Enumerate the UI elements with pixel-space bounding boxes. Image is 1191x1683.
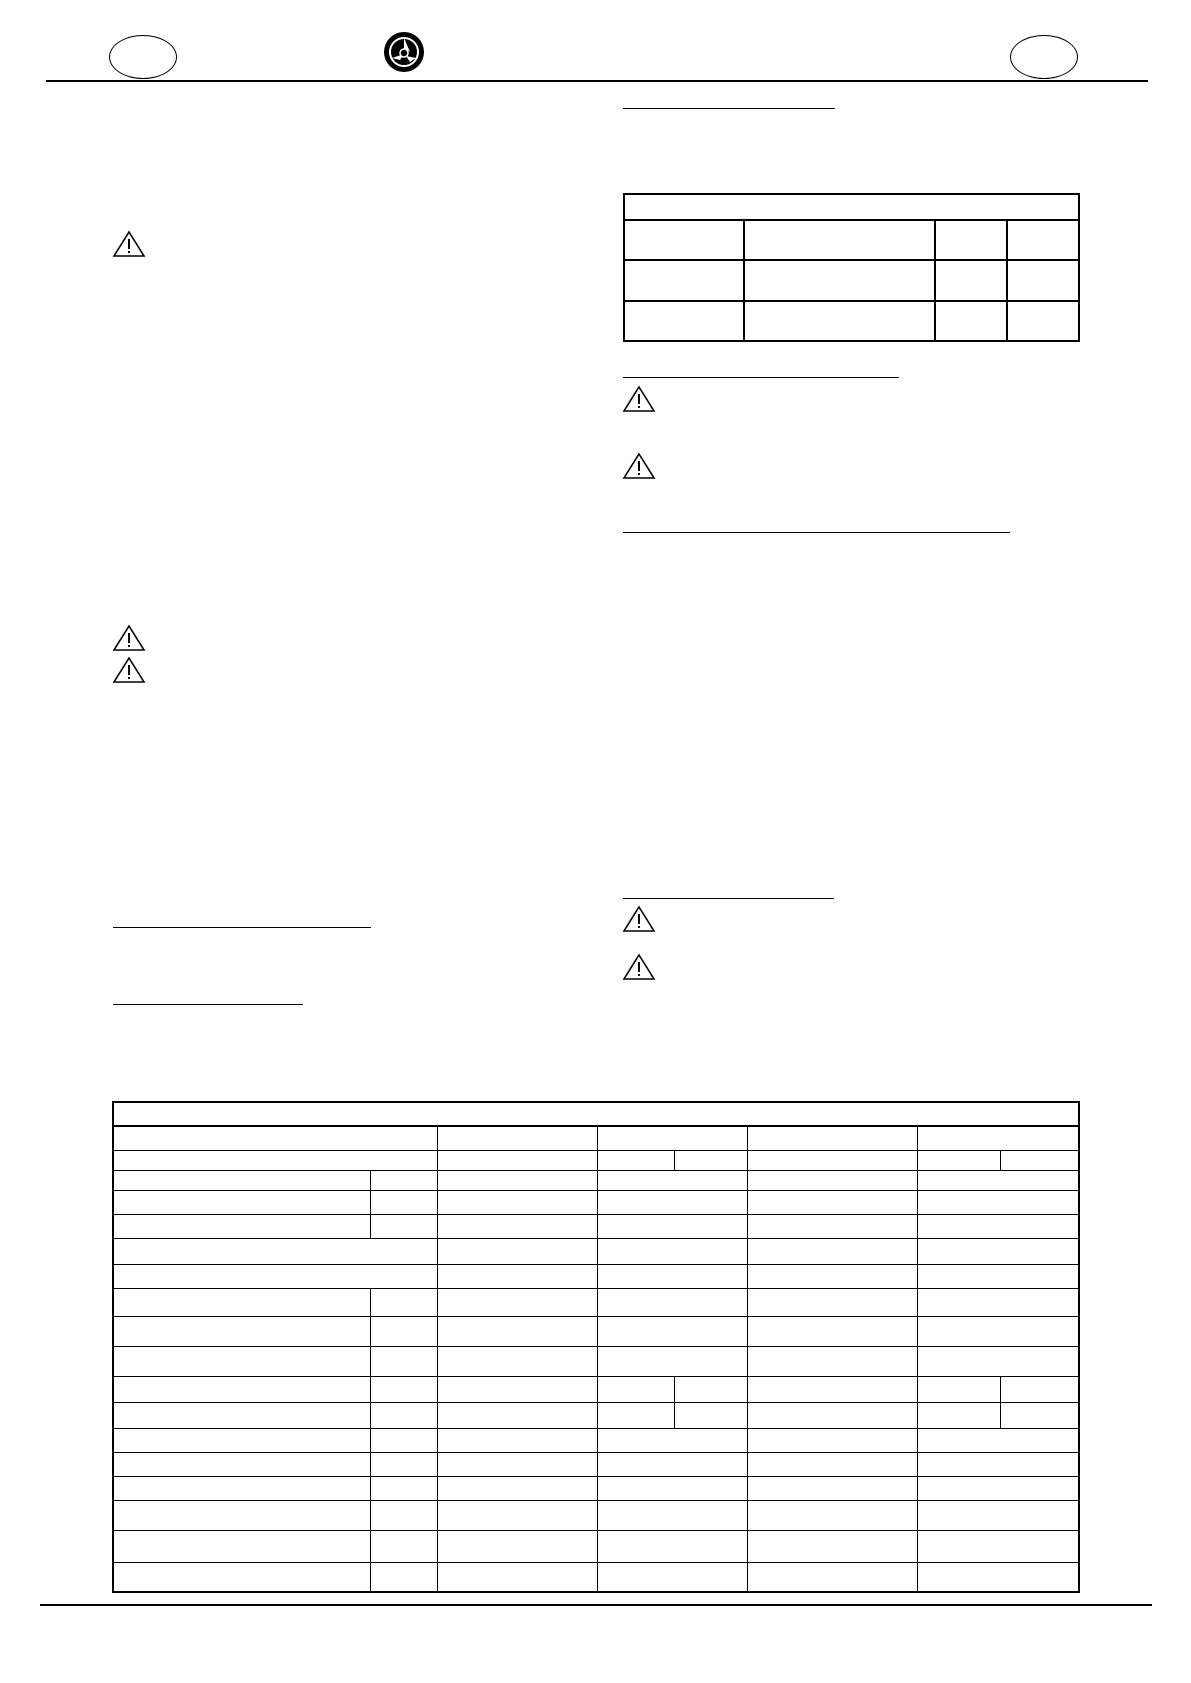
right-page-badge bbox=[1010, 35, 1078, 79]
table-cell bbox=[935, 301, 1007, 341]
table-row bbox=[113, 1562, 1079, 1592]
table-cell bbox=[1007, 260, 1079, 301]
section-heading bbox=[623, 377, 899, 378]
section-heading bbox=[113, 927, 371, 928]
table-cell bbox=[935, 220, 1007, 260]
table-title bbox=[113, 1102, 1079, 1126]
table-row bbox=[113, 1316, 1079, 1346]
left-page-badge bbox=[109, 35, 177, 79]
table-row bbox=[113, 1376, 1079, 1402]
table-cell bbox=[935, 260, 1007, 301]
table-row bbox=[113, 1288, 1079, 1316]
table-header-cell bbox=[437, 1126, 597, 1150]
table-cell bbox=[1007, 301, 1079, 341]
warning-triangle-icon bbox=[622, 905, 656, 933]
warning-triangle-icon bbox=[622, 452, 656, 480]
table-cell bbox=[744, 301, 935, 341]
table-row bbox=[113, 1238, 1079, 1264]
company-logo-icon bbox=[383, 31, 425, 73]
table-cell bbox=[1007, 220, 1079, 260]
warning-triangle-icon bbox=[112, 656, 146, 684]
table-row bbox=[113, 1428, 1079, 1452]
table-row bbox=[113, 1476, 1079, 1500]
table-row bbox=[113, 1346, 1079, 1376]
header-rule bbox=[46, 80, 1148, 82]
footer-rule bbox=[40, 1604, 1152, 1606]
table-cell bbox=[624, 260, 744, 301]
table-row bbox=[113, 1530, 1079, 1562]
section-heading bbox=[623, 898, 834, 899]
table-row bbox=[113, 1190, 1079, 1214]
table-cell bbox=[744, 260, 935, 301]
table-row bbox=[113, 1402, 1079, 1428]
table-row bbox=[113, 1264, 1079, 1288]
table-header-cell bbox=[747, 1126, 917, 1150]
warning-triangle-icon bbox=[112, 624, 146, 652]
table-row bbox=[113, 1500, 1079, 1530]
section-heading bbox=[623, 532, 1010, 533]
table-row bbox=[113, 1170, 1079, 1190]
table-row bbox=[113, 1214, 1079, 1238]
table-cell bbox=[624, 301, 744, 341]
table-header-cell bbox=[113, 1126, 437, 1150]
table-header-cell bbox=[597, 1126, 747, 1150]
table-title bbox=[624, 194, 1079, 220]
spec-table-large bbox=[112, 1101, 1080, 1593]
spec-table-small bbox=[623, 193, 1080, 342]
section-heading bbox=[113, 1004, 303, 1005]
table-header-cell bbox=[917, 1126, 1079, 1150]
table-cell bbox=[624, 220, 744, 260]
warning-triangle-icon bbox=[622, 385, 656, 413]
table-row bbox=[113, 1452, 1079, 1476]
warning-triangle-icon bbox=[622, 953, 656, 981]
table-cell bbox=[744, 220, 935, 260]
section-heading bbox=[623, 108, 835, 109]
table-row bbox=[113, 1150, 1079, 1170]
warning-triangle-icon bbox=[112, 230, 146, 258]
